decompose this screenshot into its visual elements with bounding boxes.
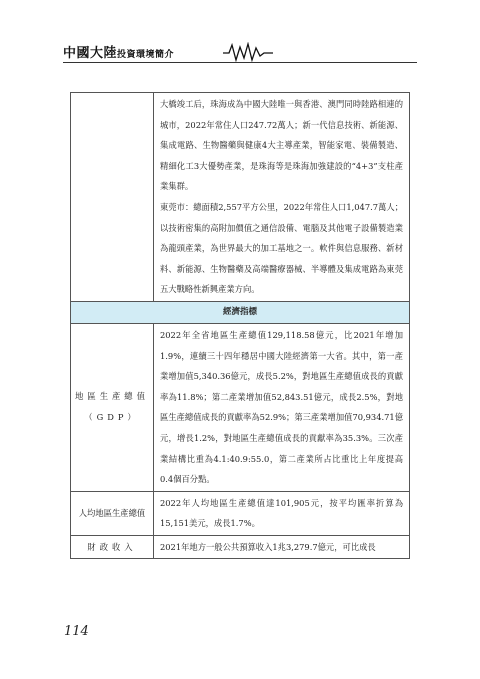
row-text-per-capita-gdp: 2022年人均地區生產總值達101,905元，按平均匯率折算為15,151美元，成長1.7%。 bbox=[154, 491, 410, 535]
row-label-per-capita-gdp: 人均地區生產總值 bbox=[71, 491, 154, 535]
table-row bbox=[71, 93, 410, 302]
table-row bbox=[71, 491, 410, 535]
row-label-fiscal-revenue: 財政收入 bbox=[71, 535, 154, 559]
page-number: 114 bbox=[64, 624, 89, 639]
header-title-sub: 投資環境簡介 bbox=[117, 50, 175, 60]
section-header-row bbox=[71, 301, 410, 323]
economy-table bbox=[70, 92, 410, 559]
city-description-cell bbox=[154, 93, 410, 302]
row-text-fiscal-revenue: 2021年地方一般公共預算收入1兆3,279.7億元，可比成長 bbox=[154, 535, 410, 559]
empty-label-cell bbox=[71, 93, 154, 302]
page-header bbox=[63, 40, 417, 64]
section-title: 經濟指標 bbox=[71, 301, 410, 323]
header-rule bbox=[63, 62, 417, 63]
row-label-gdp: 地區生產總值（GDP） bbox=[71, 323, 154, 491]
dongguan-paragraph: 東莞市：總面積2,557平方公里，2022年常住人口1,047.7萬人；以技術密集的高附加價值之通信設備、電腦及其他電子設備製造業為龍頭產業，為世界最大的加工基地之一。軟件與信息服務、新材料、新能源、生物醫藥及高端醫療器械、半導體及集成電路為東莞五大戰略性新興產業方向。 bbox=[160, 201, 403, 295]
heartbeat-wave-icon bbox=[223, 42, 273, 62]
header-title-main: 中國大陸 bbox=[63, 46, 118, 61]
table-row bbox=[71, 535, 410, 559]
table-row bbox=[71, 323, 410, 491]
row-text-gdp: 2022年全省地區生產總值129,118.58億元，比2021年增加1.9%，連續三十四年穩居中國大陸經濟第一大省。其中，第一產業增加值5,340.36億元，成長5.2%，對地區生產總值成長的貢獻率為11.8%；第二產業增加值52,843.51億元，成長2.5%，對地區生產總值成長的貢獻率為52.9%；第三產業增加值70,934.71億元，增長1.2%，對地區生產總值成長的貢獻率為35.3%。三次產業結構比重為4.1:40.9:55.0，第二產業所占比重比上年度提高0.4個百分點。 bbox=[154, 323, 410, 491]
zhuhai-paragraph: 大橋竣工后，珠海成為中國大陸唯一與香港、澳門同時陸路相連的城市，2022年常住人口247.72萬人；新一代信息技術、新能源、集成電路、生物醫藥與健康4大主導產業，智能家電、裝備製造、精細化工3大優勢產業，是珠海等是珠海加強建設的“4+3”支柱產業集群。 bbox=[160, 99, 403, 192]
header-title bbox=[63, 42, 174, 61]
